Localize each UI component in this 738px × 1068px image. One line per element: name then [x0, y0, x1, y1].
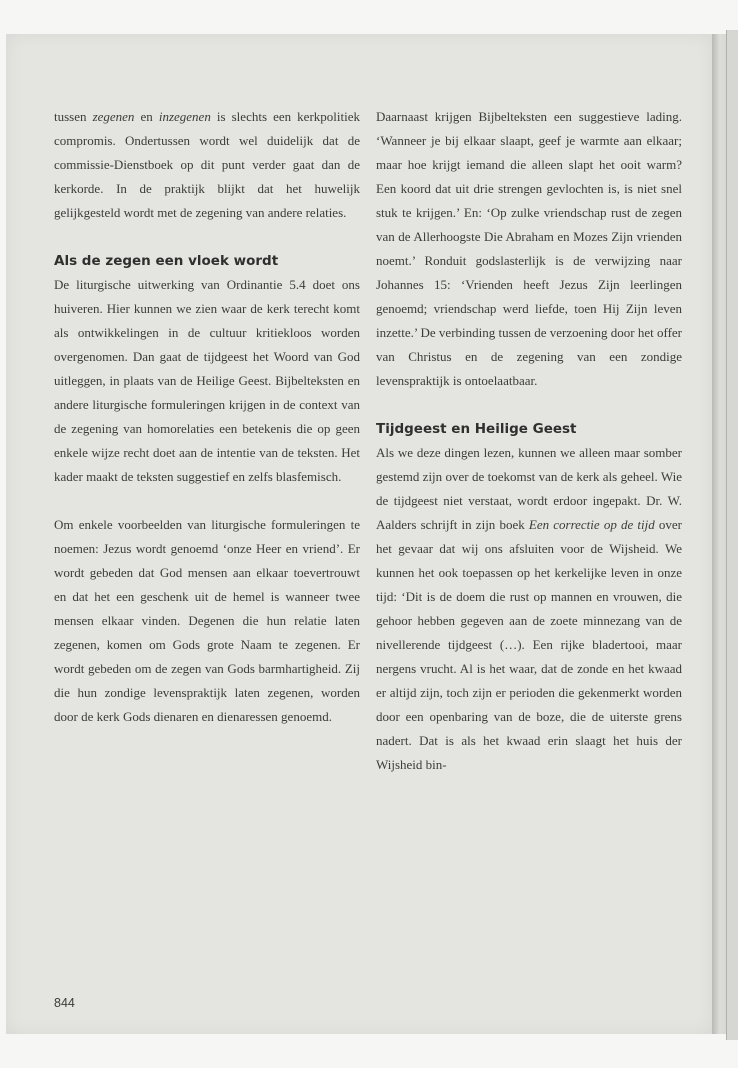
book-title-italic: Een correctie op de tijd	[528, 517, 655, 532]
left-paragraph-1	[54, 105, 360, 225]
left-paragraph-2: De liturgische uitwerking van Ordinantie 5.4 doet ons huiveren. Hier kunnen we zien waar de kerk terecht komt als ontwikkelingen in de cultuur kritiekloos worden overgenomen. Dan gaat de tijdgeest het Woord van God uitleggen, in plaats van de Heilige Geest. Bijbelteksten en andere liturgische formuleringen krijgen in de context van de zegening van homorelaties een betekenis die op geen enkele wijze recht doet aan de intentie van de teksten. Het kader maakt de teksten suggestief en zelfs blasfemisch.	[54, 277, 360, 484]
right-column	[376, 105, 682, 777]
left-paragraph-3: Om enkele voorbeelden van liturgische formuleringen te noemen: Jezus wordt genoemd ‘onze Heer en vriend’. Er wordt gebeden dat God mensen aan elkaar toevertrouwt en dat het een geschenk uit de hemel is wanneer twee mensen elkaar vinden. Degenen die hun relatie laten zegenen, komen om Gods grote Naam te zegenen. Er wordt gebeden om de zegen van Gods barmhartigheid. Zij die hun zondige levenspraktijk laten zegenen, worden door de kerk Gods dienaren en dienaressen genoemd.	[54, 517, 360, 724]
section-heading-1: Als de zegen een vloek wordt	[54, 253, 279, 269]
right-paragraph-2	[376, 441, 682, 777]
text-span: tussen	[54, 109, 93, 124]
italic-term-zegenen: zegenen	[92, 109, 135, 124]
left-column	[54, 105, 360, 729]
right-paragraph-1: Daarnaast krijgen Bijbelteksten een suggestieve lading. ‘Wanneer je bij elkaar slaapt, geef je warmte aan elkaar; maar hoe krijgt iemand die alleen slapt het ooit warm? Een koord dat uit drie strengen gevlochten is, is niet snel stuk te krijgen.’ En: ‘Op zulke vriendschap rust de zegen van de Allerhoogste Die Abraham en Mozes Zijn vrienden noemt.’ Ronduit godslasterlijk is de verwijzing naar Johannes 15: ‘Vrienden heeft Jezus Zijn leerlingen genoemd; vriendschap werd liefde, toen Hij Zijn leven inzette.’ De verbinding tussen de verzoening door het offer van Christus en de zegening van een zondige levenspraktijk is ontoelaatbaar.	[376, 109, 682, 388]
text-span: over het gevaar dat wij ons afsluiten voor de Wijsheid. We kunnen het ook toepassen op het kerkelijke leven in onze tijd: ‘Dit is de doem die rust op mannen en vrouwen, die gehoor hebben gegeven aan de zoete minnezang van de nivellerende tijdgeest (…). Een rijke bladertooi, maar nergens vrucht. Al is het waar, dat de zonde en het kwaad er altijd zijn, toch zijn er perioden die gekenmerkt worden door een openbaring van de boze, die de uiterste grens nadert. Dat is als het kwaad erin slaagt het huis der Wijsheid bin-	[376, 517, 682, 772]
text-span: is slechts een kerkpolitiek compromis. Ondertussen wordt wel duidelijk dat de commissie-Dienstboek op dit punt verder gaat dan de kerkorde. In de praktijk blijkt dat het huwelijk gelijkgesteld wordt met de zegening van andere relaties.	[54, 109, 360, 220]
text-span: en	[134, 109, 159, 124]
italic-term-inzegenen: inzegenen	[158, 109, 211, 124]
next-page-edge	[726, 30, 738, 1040]
section-heading-2: Tijdgeest en Heilige Geest	[376, 421, 577, 437]
text-span: Als we deze dingen lezen, kunnen we alleen maar somber gestemd zijn over de toekomst van de kerk als geheel. Wie de tijdgeest niet verstaat, wordt erdoor ingepakt. Dr. W. Aalders schrijft in zijn boek	[376, 445, 682, 532]
page-number: 844	[54, 996, 75, 1010]
